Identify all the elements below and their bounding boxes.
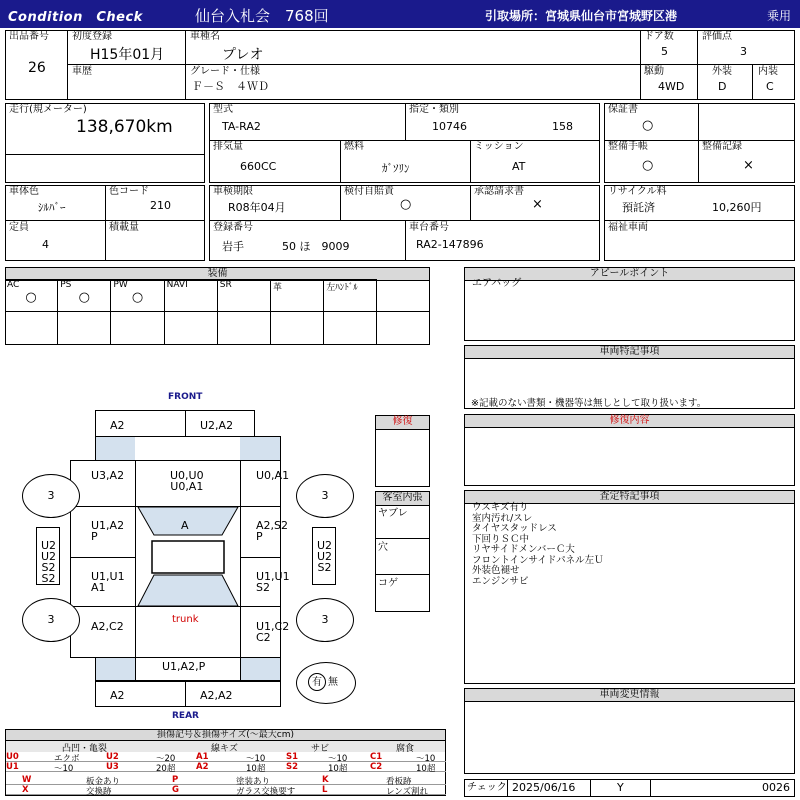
equipment-blank-cell xyxy=(58,311,111,345)
side-sill-right-damage: U2 U2 S2 xyxy=(317,539,333,574)
model-value: TA-RA2 xyxy=(222,120,261,133)
door-rear-right-damage: U1,U1 S2 xyxy=(256,570,290,594)
legend-code: S1 xyxy=(286,752,299,762)
check-number: 0026 xyxy=(762,781,790,794)
load-label: 積載量 xyxy=(109,222,139,233)
equipment-blank-cell xyxy=(218,311,271,345)
displacement-label: 排気量 xyxy=(213,141,243,152)
assessment-line: エンジンサビ xyxy=(472,575,529,587)
legend-code: G xyxy=(172,785,179,795)
mileage-label: 走行(規メーター) xyxy=(9,104,87,115)
repair-content-title: 修復内容 xyxy=(465,415,794,428)
equipment-label: 革 xyxy=(273,283,283,293)
legend-desc: 交換跡 xyxy=(86,787,112,797)
exterior-label: 外装 xyxy=(712,66,732,77)
door-front-right-damage: A2,S2 P xyxy=(256,519,289,543)
drive-value: 4WD xyxy=(658,80,685,93)
color-code-value: 210 xyxy=(150,199,171,212)
legend-code: A1 xyxy=(196,752,209,762)
exterior-grade: D xyxy=(718,80,727,93)
mileage-value: 138,670km xyxy=(76,117,173,137)
equipment-label: 左ﾊﾝﾄﾞﾙ xyxy=(326,283,358,293)
equipment-label: AC xyxy=(7,280,20,290)
model-label: 型式 xyxy=(213,104,233,115)
legend-code: U1 xyxy=(6,762,19,772)
interior-item-tear: ヤブレ xyxy=(378,508,408,519)
windshield-damage: A xyxy=(181,519,189,532)
special-title: 車両特記事項 xyxy=(465,346,794,359)
interior-grade: C xyxy=(766,80,774,93)
equipment-cell-2 xyxy=(111,279,164,311)
legend-desc: ～10 xyxy=(54,764,74,774)
assessment-line: フロントインサイドパネル左Ｕ xyxy=(472,554,604,566)
quarter-rear-right-damage: U1,C2 C2 xyxy=(256,620,290,644)
mission-label: ミッション xyxy=(474,141,524,152)
mission-value: AT xyxy=(512,160,526,173)
chassis-value: RA2-147896 xyxy=(416,238,484,251)
car-name-label: 車種名 xyxy=(190,31,220,42)
recycle-label: リサイクル料 xyxy=(608,186,667,197)
legend-code: U2 xyxy=(106,752,119,762)
history-label: 車歴 xyxy=(72,66,92,77)
assessment-line: タイヤスタッドレス xyxy=(472,523,557,534)
equipment-cell-5 xyxy=(271,279,324,311)
warranty-label: 保証書 xyxy=(608,104,638,115)
legend-desc: 塗装あり xyxy=(236,777,271,787)
manual-label: 整備手帳 xyxy=(608,141,648,152)
legend-row-3 xyxy=(6,775,446,785)
legend-desc: エクボ xyxy=(54,754,80,764)
record-label: 整備記録 xyxy=(702,141,742,152)
interior-label: 内装 xyxy=(758,66,778,77)
grade-label: グレード・仕様 xyxy=(190,66,260,77)
check-date: 2025/06/16 xyxy=(512,781,576,794)
assessment-lines xyxy=(472,503,604,587)
legend-group-dent: 凸凹・亀裂 xyxy=(62,744,108,754)
legend-desc: ～20 xyxy=(156,754,176,764)
side-sill-left-damage: U2 U2 S2 S2 xyxy=(41,539,57,585)
approval-label: 承認請求書 xyxy=(474,186,524,197)
plate-number: 50 ほ 9009 xyxy=(282,240,350,253)
rear-label: REAR xyxy=(172,711,199,721)
equipment-cell-6 xyxy=(324,279,377,311)
tire-rear-right: 3 xyxy=(296,598,354,642)
equipment-cell-0 xyxy=(5,279,58,311)
interior-item-burn: コゲ xyxy=(378,578,398,589)
legend-code: X xyxy=(22,785,29,795)
inspection-label: 車検期限 xyxy=(213,186,253,197)
front-bumper-right-damage: U2,A2 xyxy=(200,419,234,432)
header-bar xyxy=(0,0,800,28)
inspector-code: Y xyxy=(617,781,624,794)
legend-desc: 10超 xyxy=(328,764,348,774)
insurance-value: ○ xyxy=(400,197,412,212)
manual-value: ○ xyxy=(642,158,654,173)
legend-code: C1 xyxy=(370,752,383,762)
doors-label: ドア数 xyxy=(644,31,674,42)
legend-code: C2 xyxy=(370,762,383,772)
legend-desc: 20超 xyxy=(156,764,176,774)
legend-desc: 看板跡 xyxy=(386,777,412,787)
trunk-label: trunk xyxy=(172,614,199,625)
equipment-label: SR xyxy=(219,280,232,290)
legend-title: 損傷記号＆損傷サイズ(～最大cm) xyxy=(6,730,445,741)
color-code-label: 色コード xyxy=(109,186,149,197)
tire-rear-left: 3 xyxy=(22,598,80,642)
front-bumper-left-damage: A2 xyxy=(110,419,125,432)
equipment-title: 装備 xyxy=(6,268,429,281)
appeal-text: エアバッグ xyxy=(472,278,522,289)
welfare-label: 福祉車両 xyxy=(608,222,648,233)
equipment-cell-3 xyxy=(165,279,218,311)
legend-desc: レンズ割れ xyxy=(386,787,429,797)
spare-tire-absent-label: 無 xyxy=(328,677,338,688)
first-reg-label: 初度登録 xyxy=(72,31,112,42)
equipment-value: ○ xyxy=(131,290,144,305)
brand-title: Condition Check xyxy=(8,10,143,25)
equipment-blank-cell xyxy=(5,311,58,345)
legend-code: L xyxy=(322,785,328,795)
mileage-panel xyxy=(5,103,205,183)
legend-groups xyxy=(6,741,445,752)
displacement-value: 660CC xyxy=(240,160,277,173)
category-label: 乗用 xyxy=(767,9,792,23)
legend-code: U0 xyxy=(6,752,19,762)
fender-front-left-damage: U3,A2 xyxy=(91,469,125,482)
legend-code: S2 xyxy=(286,762,299,772)
spare-tire-present-icon: 有 xyxy=(308,673,326,691)
fuel-value: ｶﾞｿﾘﾝ xyxy=(382,162,410,175)
legend-code: P xyxy=(172,775,179,785)
legend-row-4 xyxy=(6,785,446,795)
legend-desc: 10超 xyxy=(416,764,436,774)
chassis-label: 車台番号 xyxy=(409,222,449,233)
equipment-blank-cell xyxy=(271,311,324,345)
doors-value: 5 xyxy=(661,45,668,58)
warranty-value: ○ xyxy=(642,118,654,133)
plate-prefecture: 岩手 xyxy=(222,240,244,253)
tire-front-right: 3 xyxy=(296,474,354,518)
door-rear-left-damage: U1,U1 A1 xyxy=(91,570,125,594)
designation-value: 10746 xyxy=(432,120,467,133)
legend-group-rust: サビ xyxy=(311,744,330,754)
legend-desc: ガラス交換要す xyxy=(236,787,296,797)
score-label: 評価点 xyxy=(702,31,732,42)
first-reg-value: H15年01月 xyxy=(90,47,165,63)
interior-title: 客室内張 xyxy=(376,492,429,506)
auction-title: 仙台入札会 768回 xyxy=(195,7,329,25)
appeal-title: アピールポイント xyxy=(465,268,794,281)
equipment-label: PW xyxy=(113,280,128,290)
capacity-label: 定員 xyxy=(9,222,29,233)
legend-desc: 10超 xyxy=(246,764,266,774)
equipment-blank-cell xyxy=(111,311,164,345)
insurance-label: 検付自賠責 xyxy=(344,186,394,197)
rear-panel-left-damage: A2 xyxy=(110,689,125,702)
inspection-value: R08年04月 xyxy=(228,201,286,214)
fender-front-right-damage: U0,A1 xyxy=(256,469,290,482)
legend-code: A2 xyxy=(196,762,209,772)
tire-front-left: 3 xyxy=(22,474,80,518)
legend-code: U3 xyxy=(106,762,119,772)
legend-row-1 xyxy=(6,752,446,762)
recycle-value: 10,260円 xyxy=(712,201,762,214)
hood-damage: U0,U0 U0,A1 xyxy=(170,469,204,493)
equipment-value: ○ xyxy=(78,290,90,305)
fuel-label: 燃料 xyxy=(344,141,364,152)
assessment-title: 査定特記事項 xyxy=(465,491,794,504)
legend-desc: ～10 xyxy=(416,754,436,764)
lot-label: 出品番号 xyxy=(9,31,49,42)
assessment-line: 外装色褪せ xyxy=(472,565,520,576)
pickup-location: 引取場所：宮城県仙台市宮城野区港 xyxy=(485,9,678,23)
rear-bumper-damage: U1,A2,P xyxy=(162,660,206,673)
rear-panel-right-damage: A2,A2 xyxy=(200,689,233,702)
equipment-cell-4 xyxy=(218,279,271,311)
equipment-cell-1 xyxy=(58,279,111,311)
assessment-line: 下回りＳＣ中 xyxy=(472,533,530,545)
special-note: ※記載のない書類・機器等は無しとして取り扱います。 xyxy=(471,398,707,409)
color-value: ｼﾙﾊﾞｰ xyxy=(38,201,66,214)
plate-label: 登録番号 xyxy=(213,222,253,233)
assessment-line: 室内汚れ/スレ xyxy=(472,512,533,524)
equipment-blank-cell xyxy=(165,311,218,345)
score-value: 3 xyxy=(740,45,747,58)
legend-desc: 板金あり xyxy=(86,777,121,787)
repair-title: 修復 xyxy=(376,416,429,430)
check-label: チェック xyxy=(467,782,507,793)
car-name-value: プレオ xyxy=(222,47,264,63)
equipment-label: PS xyxy=(60,280,72,290)
record-value: × xyxy=(743,158,754,173)
spare-tire xyxy=(296,662,356,704)
interior-item-hole: 穴 xyxy=(378,542,388,553)
recycle-status: 預託済 xyxy=(622,201,655,214)
approval-value: × xyxy=(532,197,543,212)
legend-code: K xyxy=(322,775,329,785)
front-label: FRONT xyxy=(168,392,203,402)
legend-group-corrosion: 腐食 xyxy=(396,744,415,754)
designation-label: 指定・類別 xyxy=(409,104,459,115)
color-label: 車体色 xyxy=(9,186,39,197)
class-value: 158 xyxy=(552,120,573,133)
assessment-line: ウスキズ有り xyxy=(472,502,529,513)
change-title: 車両変更情報 xyxy=(465,689,794,702)
capacity-value: 4 xyxy=(42,238,49,251)
grade-value: Ｆ－Ｓ ４ＷＤ xyxy=(192,80,269,93)
quarter-rear-left-damage: A2,C2 xyxy=(91,620,124,633)
legend-group-scratch: 線キズ xyxy=(211,744,238,754)
legend-desc: ～10 xyxy=(328,754,348,764)
legend-row-2 xyxy=(6,762,446,772)
legend-code: W xyxy=(22,775,32,785)
equipment-blank-cell xyxy=(324,311,377,345)
lot-number: 26 xyxy=(28,60,46,76)
door-front-left-damage: U1,A2 P xyxy=(91,519,125,543)
assessment-line: リヤサイドメンバーＣ大 xyxy=(472,544,575,555)
drive-label: 駆動 xyxy=(644,66,664,77)
equipment-label: NAVI xyxy=(166,280,188,290)
legend-desc: ～10 xyxy=(246,754,266,764)
equipment-value: ○ xyxy=(25,290,37,305)
